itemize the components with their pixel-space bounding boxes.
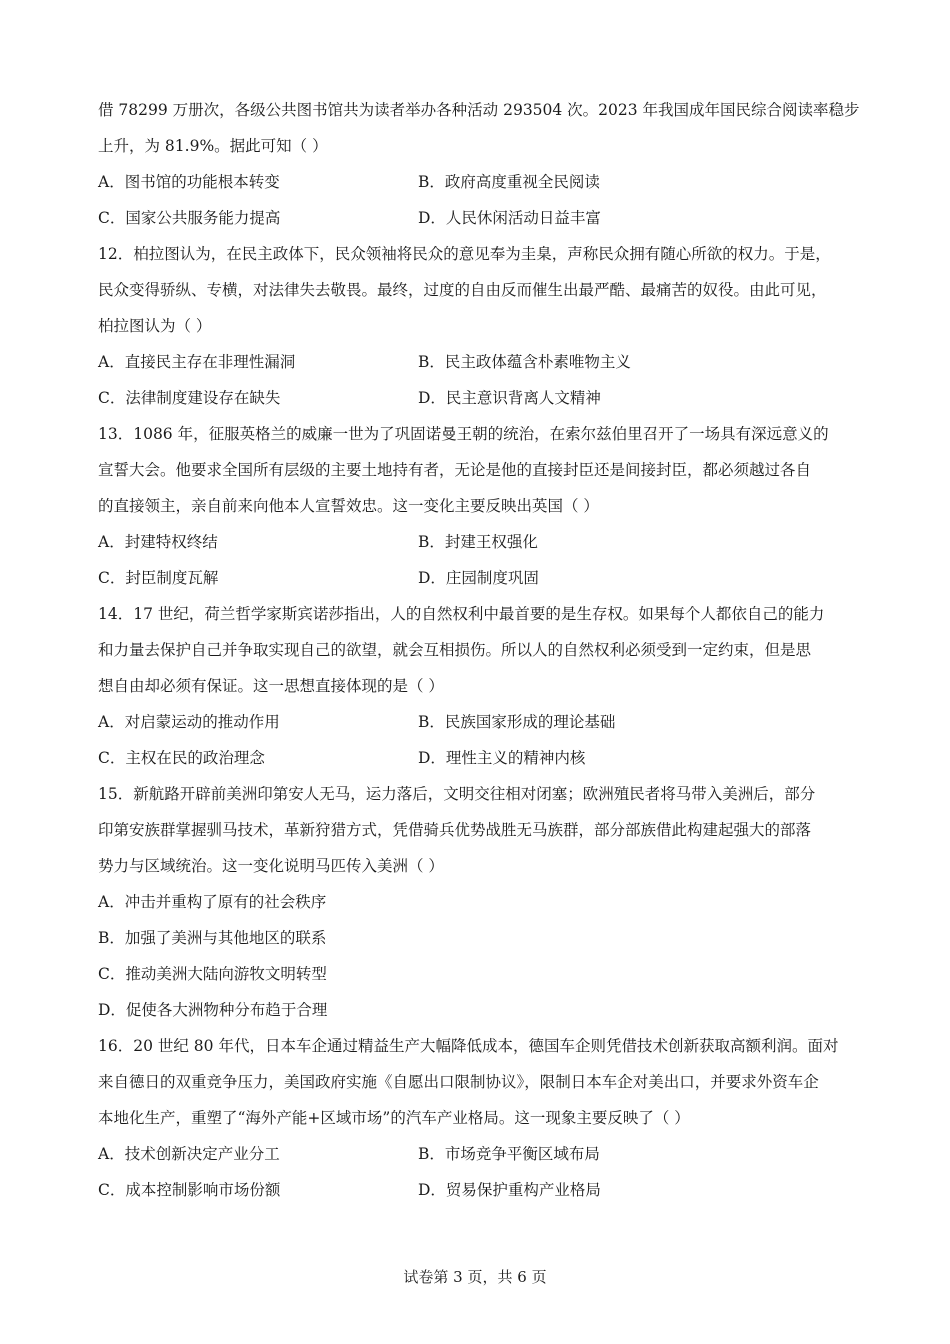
question-11-options-row-2 (98, 200, 866, 236)
question-11-continuation (98, 92, 866, 236)
question-14-text-line-2: 和力量去保护自己并争取实现自己的欲望，就会互相损伤。所以人的自然权利必须受到一定约束，但是思 (98, 641, 812, 659)
question-16-options-row-2 (98, 1172, 866, 1208)
question-15-option-b: B．加强了美洲与其他地区的联系 (98, 929, 327, 947)
question-14-option-b: B．民族国家形成的理论基础 (418, 713, 616, 731)
question-15 (98, 776, 866, 1028)
question-14-option-d: D．理性主义的精神内核 (418, 749, 586, 767)
question-14 (98, 596, 866, 776)
question-14-option-c: C．主权在民的政治理念 (98, 749, 265, 767)
question-12-option-d: D．民主意识背离人文精神 (418, 389, 601, 407)
question-13 (98, 416, 866, 596)
question-16-option-a: A．技术创新决定产业分工 (98, 1145, 280, 1163)
question-15-text-line-2: 印第安族群掌握驯马技术，革新狩猎方式，凭借骑兵优势战胜无马族群，部分部族借此构建起强大的部落 (98, 821, 812, 839)
question-11-option-b: B．政府高度重视全民阅读 (418, 173, 600, 191)
question-13-text-line-2: 宣誓大会。他要求全国所有层级的主要土地持有者，无论是他的直接封臣还是间接封臣，都必须越过各自 (98, 461, 812, 479)
question-15-text-line-1: 15．新航路开辟前美洲印第安人无马，运力落后，文明交往相对闭塞；欧洲殖民者将马带入美洲后，部分 (98, 785, 816, 803)
question-14-options-row-1 (98, 704, 866, 740)
question-13-option-d: D．庄园制度巩固 (418, 569, 539, 587)
question-15-option-c: C．推动美洲大陆向游牧文明转型 (98, 965, 327, 983)
question-16-text-line-3: 本地化生产，重塑了“海外产能+区域市场”的汽车产业格局。这一现象主要反映了（ ） (98, 1109, 690, 1127)
question-16-option-b: B．市场竞争平衡区域布局 (418, 1145, 600, 1163)
question-12-text-line-2: 民众变得骄纵、专横，对法律失去敬畏。最终，过度的自由反而催生出最严酷、最痛苦的奴役。由此可见， (98, 281, 827, 299)
question-14-options-row-2 (98, 740, 866, 776)
question-14-option-a: A．对启蒙运动的推动作用 (98, 713, 280, 731)
question-15-option-a: A．冲击并重构了原有的社会秩序 (98, 893, 327, 911)
question-11-text-line-1: 借 78299 万册次，各级公共图书馆共为读者举办各种活动 293504 次。2023 年我国成年国民综合阅读率稳步 (98, 101, 860, 119)
question-12 (98, 236, 866, 416)
question-12-options-row-1 (98, 344, 866, 380)
question-16-text-line-1: 16．20 世纪 80 年代，日本车企通过精益生产大幅降低成本，德国车企则凭借技术创新获取高额利润。面对 (98, 1037, 839, 1055)
question-14-text-line-3: 想自由却必须有保证。这一思想直接体现的是（ ） (98, 677, 444, 695)
question-16-text-line-2: 来自德日的双重竞争压力，美国政府实施《自愿出口限制协议》，限制日本车企对美出口，并要求外资车企 (98, 1073, 819, 1091)
question-11-options-row-1 (98, 164, 866, 200)
question-13-text-line-1: 13．1086 年，征服英格兰的威廉一世为了巩固诺曼王朝的统治，在索尔兹伯里召开了一场具有深远意义的 (98, 425, 829, 443)
question-13-option-c: C．封臣制度瓦解 (98, 569, 219, 587)
question-12-option-b: B．民主政体蕴含朴素唯物主义 (418, 353, 631, 371)
question-16-option-d: D．贸易保护重构产业格局 (418, 1181, 601, 1199)
question-15-text-line-3: 势力与区域统治。这一变化说明马匹传入美洲（ ） (98, 857, 444, 875)
page-footer: 试卷第 3 页，共 6 页 (403, 1268, 547, 1286)
exam-page (98, 92, 866, 1208)
question-11-text-line-2: 上升，为 81.9%。据此可知（ ） (98, 137, 328, 155)
question-13-option-b: B．封建王权强化 (418, 533, 538, 551)
question-16 (98, 1028, 866, 1208)
question-13-text-line-3: 的直接领主，亲自前来向他本人宣誓效忠。这一变化主要反映出英国（ ） (98, 497, 599, 515)
question-13-option-a: A．封建特权终结 (98, 533, 218, 551)
question-14-text-line-1: 14．17 世纪，荷兰哲学家斯宾诺莎指出，人的自然权利中最首要的是生存权。如果每个人都依自己的能力 (98, 605, 825, 623)
question-15-option-d: D．促使各大洲物种分布趋于合理 (98, 1001, 328, 1019)
question-12-options-row-2 (98, 380, 866, 416)
question-13-options-row-2 (98, 560, 866, 596)
question-12-option-a: A．直接民主存在非理性漏洞 (98, 353, 296, 371)
question-11-option-a: A．图书馆的功能根本转变 (98, 173, 280, 191)
question-13-options-row-1 (98, 524, 866, 560)
question-12-option-c: C．法律制度建设存在缺失 (98, 389, 281, 407)
question-12-text-line-1: 12．柏拉图认为，在民主政体下，民众领袖将民众的意见奉为圭臬，声称民众拥有随心所欲的权力。于是， (98, 245, 831, 263)
question-12-text-line-3: 柏拉图认为（ ） (98, 317, 212, 335)
question-11-option-d: D．人民休闲活动日益丰富 (418, 209, 601, 227)
question-16-options-row-1 (98, 1136, 866, 1172)
question-11-option-c: C．国家公共服务能力提高 (98, 209, 281, 227)
question-16-option-c: C．成本控制影响市场份额 (98, 1181, 281, 1199)
